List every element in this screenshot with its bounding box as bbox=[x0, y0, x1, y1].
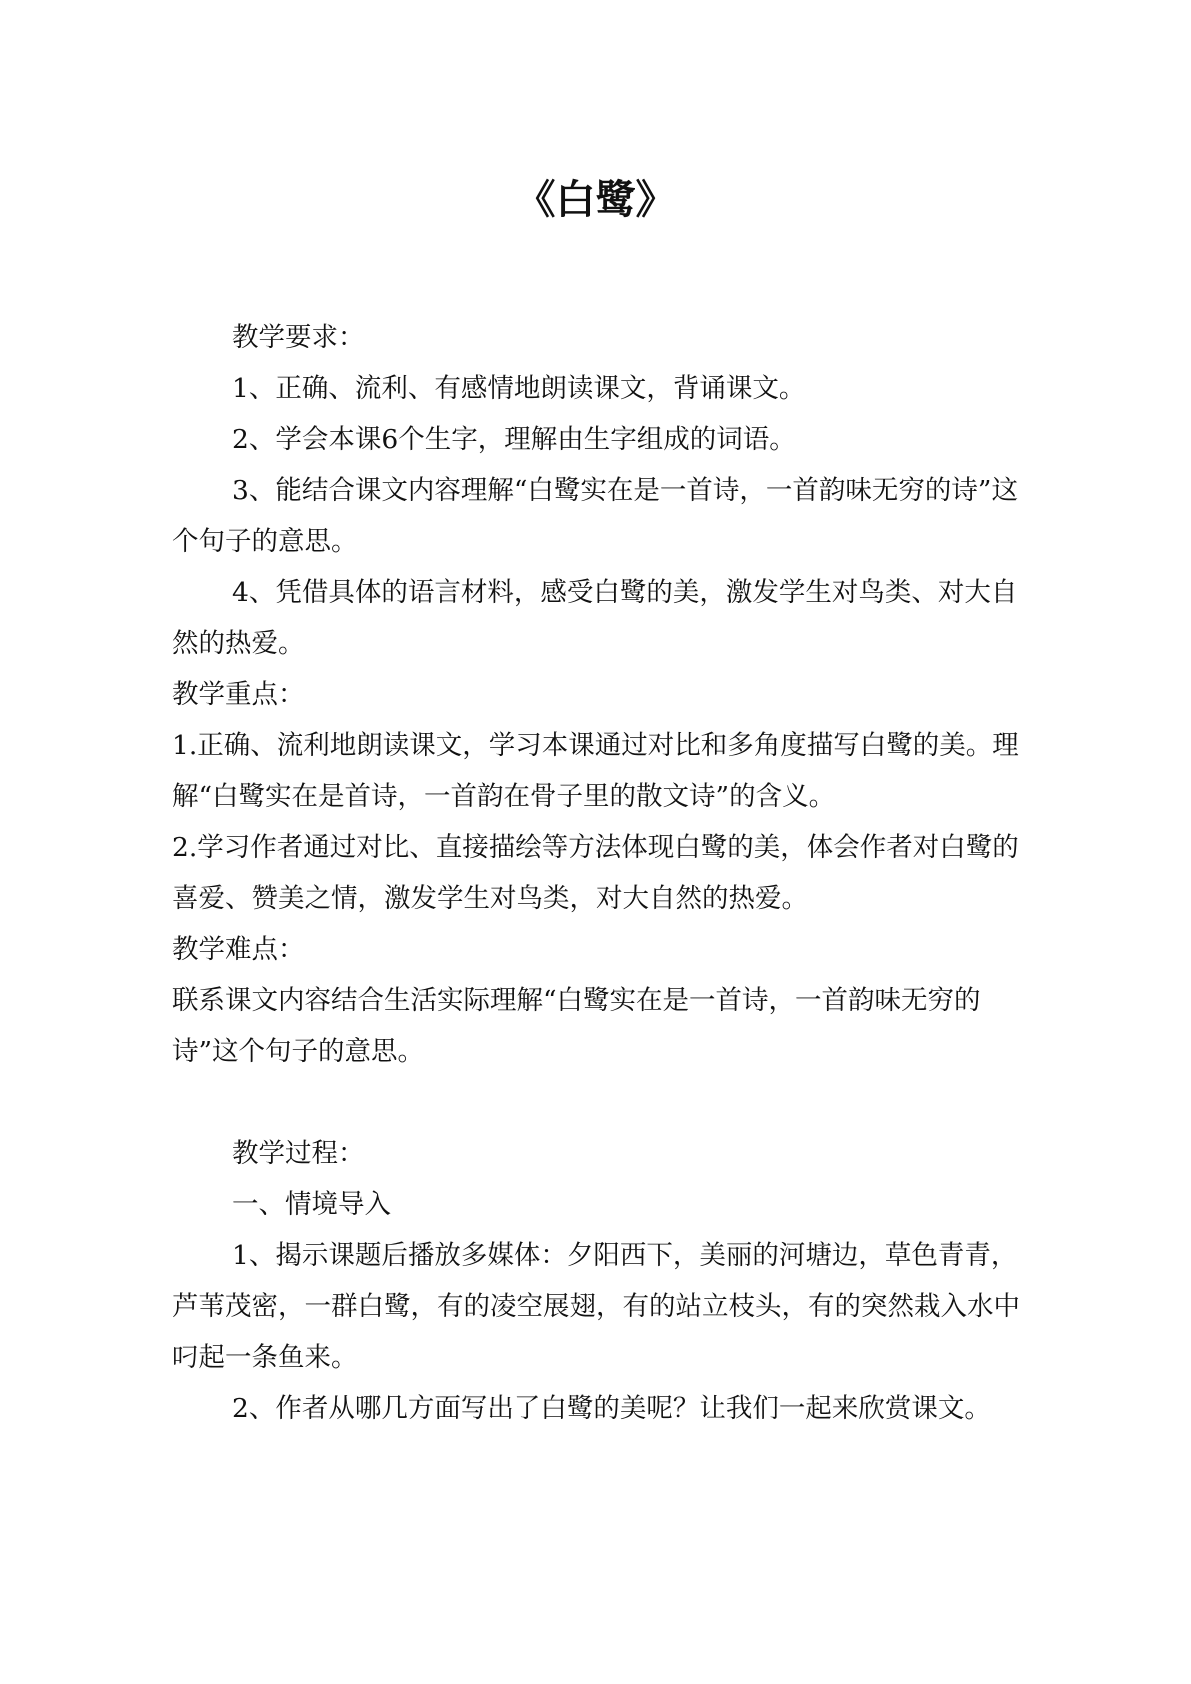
key-point-item-2: 2.学习作者通过对比、直接描绘等方法体现白鹭的美，体会作者对白鹭的喜爱、赞美之情，激发学生对鸟类，对大自然的热爱。 bbox=[172, 832, 1019, 914]
process-item-1: 1、揭示课题后播放多媒体：夕阳西下，美丽的河塘边，草色青青，芦苇茂密，一群白鹭，有的凌空展翅，有的站立枝头，有的突然栽入水中叼起一条鱼来。 bbox=[172, 1240, 1020, 1373]
requirement-item-3: 3、能结合课文内容理解“白鹭实在是一首诗，一首韵味无穷的诗”这个句子的意思。 bbox=[172, 475, 1018, 557]
section-heading-key-points: 教学重点： bbox=[172, 679, 305, 710]
document-title: 《白鹭》 bbox=[515, 177, 676, 223]
difficulty-item: 联系课文内容结合生活实际理解“白鹭实在是一首诗，一首韵味无穷的诗”这个句子的意思。 bbox=[172, 985, 981, 1067]
section-heading-difficulties: 教学难点： bbox=[172, 934, 305, 965]
key-point-item-1: 1.正确、流利地朗读课文，学习本课通过对比和多角度描写白鹭的美。理解“白鹭实在是首诗，一首韵在骨子里的散文诗”的含义。 bbox=[172, 730, 1019, 812]
requirement-item-2: 2、学会本课6个生字，理解由生字组成的词语。 bbox=[232, 424, 796, 455]
blank-line bbox=[172, 1077, 1022, 1128]
requirement-item-4: 4、凭借具体的语言材料，感受白鹭的美，激发学生对鸟类、对大自然的热爱。 bbox=[172, 577, 1018, 659]
section-heading-requirements: 教学要求： bbox=[232, 322, 365, 353]
section-heading-process: 教学过程： bbox=[232, 1138, 365, 1169]
process-step-heading: 一、情境导入 bbox=[232, 1189, 391, 1220]
process-item-2: 2、作者从哪几方面写出了白鹭的美呢？让我们一起来欣赏课文。 bbox=[232, 1393, 991, 1424]
document-body bbox=[172, 312, 1022, 1434]
requirement-item-1: 1、正确、流利、有感情地朗读课文，背诵课文。 bbox=[232, 373, 806, 404]
